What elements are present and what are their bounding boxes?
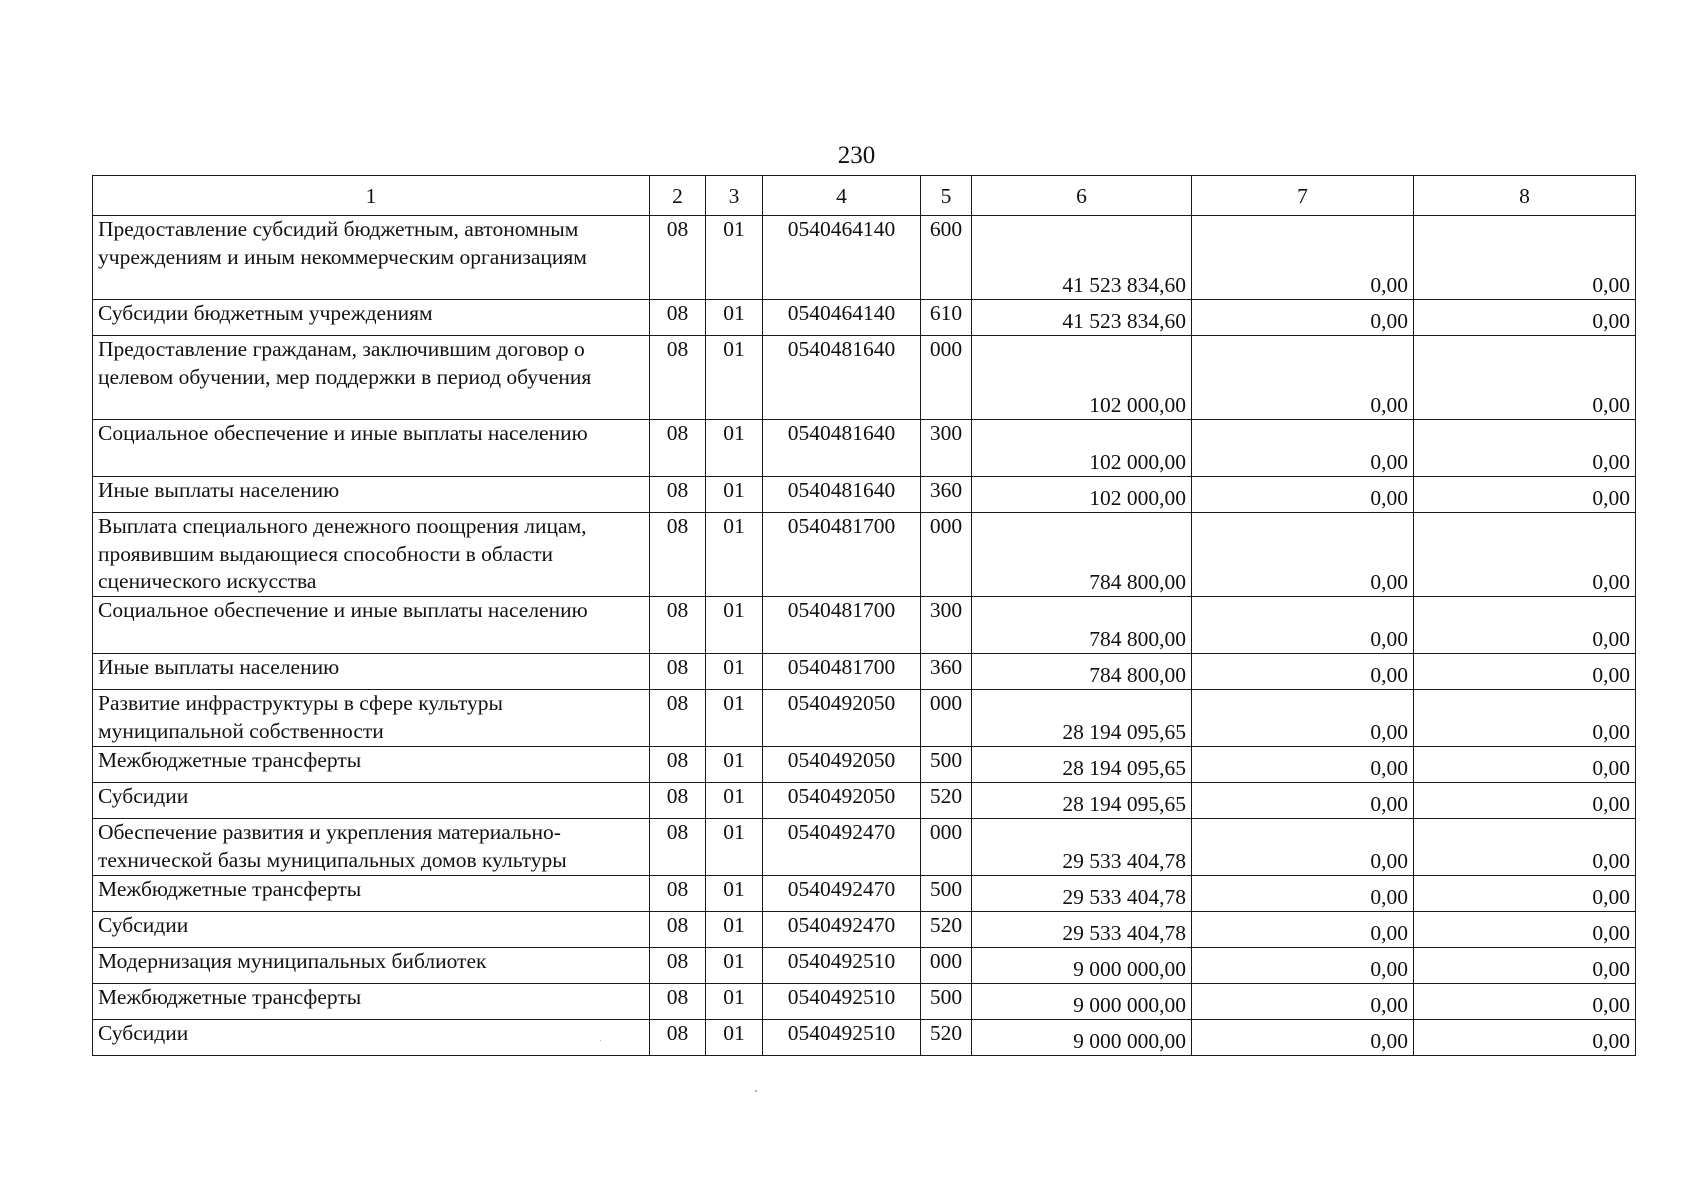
section-code: 08 bbox=[650, 336, 706, 420]
amount-col8: 0,00 bbox=[1414, 513, 1636, 597]
section-code: 08 bbox=[650, 876, 706, 912]
row-name: Обеспечение развития и укрепления материально-технической базы муниципальных домов культуры bbox=[93, 819, 650, 876]
subsection-code: 01 bbox=[706, 747, 763, 783]
section-code: 08 bbox=[650, 216, 706, 300]
table-row bbox=[93, 876, 1636, 912]
table-row bbox=[93, 216, 1636, 300]
amount-col7: 0,00 bbox=[1192, 912, 1414, 948]
column-header-6: 6 bbox=[972, 176, 1192, 216]
subsection-code: 01 bbox=[706, 912, 763, 948]
row-name: Выплата специального денежного поощрения лицам, проявившим выдающиеся способности в области сценического искусства bbox=[93, 513, 650, 597]
column-header-7: 7 bbox=[1192, 176, 1414, 216]
target-article-code: 0540481640 bbox=[763, 420, 921, 477]
target-article-code: 0540464140 bbox=[763, 300, 921, 336]
subsection-code: 01 bbox=[706, 513, 763, 597]
target-article-code: 0540492510 bbox=[763, 984, 921, 1020]
amount-col8: 0,00 bbox=[1414, 597, 1636, 654]
target-article-code: 0540492510 bbox=[763, 1020, 921, 1056]
amount-col6: 784 800,00 bbox=[972, 513, 1192, 597]
amount-col8: 0,00 bbox=[1414, 300, 1636, 336]
amount-col7: 0,00 bbox=[1192, 747, 1414, 783]
amount-col6: 102 000,00 bbox=[972, 420, 1192, 477]
column-header-5: 5 bbox=[921, 176, 972, 216]
amount-col7: 0,00 bbox=[1192, 819, 1414, 876]
column-header-3: 3 bbox=[706, 176, 763, 216]
table-row bbox=[93, 420, 1636, 477]
row-name: Предоставление субсидий бюджетным, автономным учреждениям и иным некоммерческим организациям bbox=[93, 216, 650, 300]
amount-col7: 0,00 bbox=[1192, 783, 1414, 819]
amount-col6: 41 523 834,60 bbox=[972, 300, 1192, 336]
row-name: Субсидии bbox=[93, 1020, 650, 1056]
expense-type-code: 600 bbox=[921, 216, 972, 300]
amount-col6: 29 533 404,78 bbox=[972, 819, 1192, 876]
subsection-code: 01 bbox=[706, 477, 763, 513]
expense-type-code: 000 bbox=[921, 948, 972, 984]
amount-col6: 9 000 000,00 bbox=[972, 984, 1192, 1020]
section-code: 08 bbox=[650, 783, 706, 819]
table-row bbox=[93, 597, 1636, 654]
expense-type-code: 000 bbox=[921, 336, 972, 420]
expense-type-code: 360 bbox=[921, 654, 972, 690]
table-body bbox=[93, 216, 1636, 1056]
target-article-code: 0540492470 bbox=[763, 912, 921, 948]
table-row bbox=[93, 912, 1636, 948]
amount-col8: 0,00 bbox=[1414, 216, 1636, 300]
expense-type-code: 300 bbox=[921, 597, 972, 654]
expense-type-code: 300 bbox=[921, 420, 972, 477]
amount-col7: 0,00 bbox=[1192, 876, 1414, 912]
expense-type-code: 000 bbox=[921, 513, 972, 597]
amount-col8: 0,00 bbox=[1414, 912, 1636, 948]
page-number bbox=[0, 142, 1691, 170]
section-code: 08 bbox=[650, 747, 706, 783]
amount-col7: 0,00 bbox=[1192, 477, 1414, 513]
row-name: Иные выплаты населению bbox=[93, 654, 650, 690]
column-header-2: 2 bbox=[650, 176, 706, 216]
amount-col6: 102 000,00 bbox=[972, 336, 1192, 420]
target-article-code: 0540492470 bbox=[763, 819, 921, 876]
expense-type-code: 500 bbox=[921, 876, 972, 912]
amount-col6: 41 523 834,60 bbox=[972, 216, 1192, 300]
amount-col8: 0,00 bbox=[1414, 336, 1636, 420]
target-article-code: 0540492050 bbox=[763, 783, 921, 819]
expense-type-code: 360 bbox=[921, 477, 972, 513]
expense-type-code: 520 bbox=[921, 783, 972, 819]
amount-col6: 784 800,00 bbox=[972, 654, 1192, 690]
row-name: Субсидии бюджетным учреждениям bbox=[93, 300, 650, 336]
budget-table bbox=[92, 175, 1636, 1056]
row-name: Субсидии bbox=[93, 783, 650, 819]
row-name: Развитие инфраструктуры в сфере культуры муниципальной собственности bbox=[93, 690, 650, 747]
column-number-header-row bbox=[93, 176, 1636, 216]
section-code: 08 bbox=[650, 654, 706, 690]
amount-col7: 0,00 bbox=[1192, 513, 1414, 597]
target-article-code: 0540481700 bbox=[763, 654, 921, 690]
target-article-code: 0540481700 bbox=[763, 597, 921, 654]
amount-col7: 0,00 bbox=[1192, 948, 1414, 984]
amount-col7: 0,00 bbox=[1192, 597, 1414, 654]
section-code: 08 bbox=[650, 477, 706, 513]
subsection-code: 01 bbox=[706, 948, 763, 984]
section-code: 08 bbox=[650, 597, 706, 654]
table-row bbox=[93, 984, 1636, 1020]
amount-col8: 0,00 bbox=[1414, 747, 1636, 783]
row-name: Социальное обеспечение и иные выплаты населению bbox=[93, 420, 650, 477]
subsection-code: 01 bbox=[706, 876, 763, 912]
row-name: Межбюджетные трансферты bbox=[93, 747, 650, 783]
amount-col6: 102 000,00 bbox=[972, 477, 1192, 513]
scan-speck bbox=[600, 1040, 601, 1041]
row-name: Предоставление гражданам, заключившим договор о целевом обучении, мер поддержки в период обучения bbox=[93, 336, 650, 420]
amount-col6: 9 000 000,00 bbox=[972, 948, 1192, 984]
table-row bbox=[93, 477, 1636, 513]
amount-col8: 0,00 bbox=[1414, 1020, 1636, 1056]
section-code: 08 bbox=[650, 420, 706, 477]
amount-col6: 28 194 095,65 bbox=[972, 747, 1192, 783]
table-row bbox=[93, 783, 1636, 819]
subsection-code: 01 bbox=[706, 690, 763, 747]
amount-col7: 0,00 bbox=[1192, 420, 1414, 477]
target-article-code: 0540492470 bbox=[763, 876, 921, 912]
subsection-code: 01 bbox=[706, 216, 763, 300]
subsection-code: 01 bbox=[706, 984, 763, 1020]
subsection-code: 01 bbox=[706, 597, 763, 654]
amount-col6: 784 800,00 bbox=[972, 597, 1192, 654]
amount-col8: 0,00 bbox=[1414, 690, 1636, 747]
table-row bbox=[93, 747, 1636, 783]
amount-col7: 0,00 bbox=[1192, 336, 1414, 420]
amount-col8: 0,00 bbox=[1414, 783, 1636, 819]
table-row bbox=[93, 819, 1636, 876]
column-header-1: 1 bbox=[93, 176, 650, 216]
row-name: Модернизация муниципальных библиотек bbox=[93, 948, 650, 984]
section-code: 08 bbox=[650, 300, 706, 336]
amount-col7: 0,00 bbox=[1192, 216, 1414, 300]
target-article-code: 0540492510 bbox=[763, 948, 921, 984]
amount-col6: 28 194 095,65 bbox=[972, 690, 1192, 747]
section-code: 08 bbox=[650, 819, 706, 876]
expense-type-code: 500 bbox=[921, 747, 972, 783]
amount-col8: 0,00 bbox=[1414, 477, 1636, 513]
amount-col7: 0,00 bbox=[1192, 300, 1414, 336]
expense-type-code: 520 bbox=[921, 1020, 972, 1056]
amount-col8: 0,00 bbox=[1414, 948, 1636, 984]
amount-col8: 0,00 bbox=[1414, 654, 1636, 690]
row-name: Субсидии bbox=[93, 912, 650, 948]
expense-type-code: 500 bbox=[921, 984, 972, 1020]
amount-col6: 9 000 000,00 bbox=[972, 1020, 1192, 1056]
amount-col7: 0,00 bbox=[1192, 1020, 1414, 1056]
section-code: 08 bbox=[650, 948, 706, 984]
row-name: Межбюджетные трансферты bbox=[93, 876, 650, 912]
page-number-text: 230 bbox=[837, 142, 876, 169]
section-code: 08 bbox=[650, 984, 706, 1020]
expense-type-code: 000 bbox=[921, 819, 972, 876]
amount-col8: 0,00 bbox=[1414, 819, 1636, 876]
target-article-code: 0540481640 bbox=[763, 336, 921, 420]
amount-col8: 0,00 bbox=[1414, 420, 1636, 477]
subsection-code: 01 bbox=[706, 783, 763, 819]
subsection-code: 01 bbox=[706, 336, 763, 420]
table-row bbox=[93, 336, 1636, 420]
subsection-code: 01 bbox=[706, 819, 763, 876]
amount-col6: 29 533 404,78 bbox=[972, 876, 1192, 912]
section-code: 08 bbox=[650, 513, 706, 597]
amount-col7: 0,00 bbox=[1192, 984, 1414, 1020]
amount-col6: 28 194 095,65 bbox=[972, 783, 1192, 819]
expense-type-code: 610 bbox=[921, 300, 972, 336]
scan-speck bbox=[755, 1090, 757, 1092]
target-article-code: 0540464140 bbox=[763, 216, 921, 300]
expense-type-code: 000 bbox=[921, 690, 972, 747]
amount-col7: 0,00 bbox=[1192, 654, 1414, 690]
amount-col8: 0,00 bbox=[1414, 984, 1636, 1020]
target-article-code: 0540492050 bbox=[763, 747, 921, 783]
table-row bbox=[93, 690, 1636, 747]
expense-type-code: 520 bbox=[921, 912, 972, 948]
subsection-code: 01 bbox=[706, 1020, 763, 1056]
subsection-code: 01 bbox=[706, 654, 763, 690]
table-row bbox=[93, 300, 1636, 336]
target-article-code: 0540492050 bbox=[763, 690, 921, 747]
section-code: 08 bbox=[650, 912, 706, 948]
target-article-code: 0540481700 bbox=[763, 513, 921, 597]
row-name: Межбюджетные трансферты bbox=[93, 984, 650, 1020]
subsection-code: 01 bbox=[706, 300, 763, 336]
table-row bbox=[93, 654, 1636, 690]
amount-col6: 29 533 404,78 bbox=[972, 912, 1192, 948]
amount-col7: 0,00 bbox=[1192, 690, 1414, 747]
table-row bbox=[93, 948, 1636, 984]
amount-col8: 0,00 bbox=[1414, 876, 1636, 912]
section-code: 08 bbox=[650, 1020, 706, 1056]
row-name: Социальное обеспечение и иные выплаты населению bbox=[93, 597, 650, 654]
column-header-4: 4 bbox=[763, 176, 921, 216]
section-code: 08 bbox=[650, 690, 706, 747]
row-name: Иные выплаты населению bbox=[93, 477, 650, 513]
subsection-code: 01 bbox=[706, 420, 763, 477]
table-row bbox=[93, 513, 1636, 597]
table-row bbox=[93, 1020, 1636, 1056]
column-header-8: 8 bbox=[1414, 176, 1636, 216]
target-article-code: 0540481640 bbox=[763, 477, 921, 513]
